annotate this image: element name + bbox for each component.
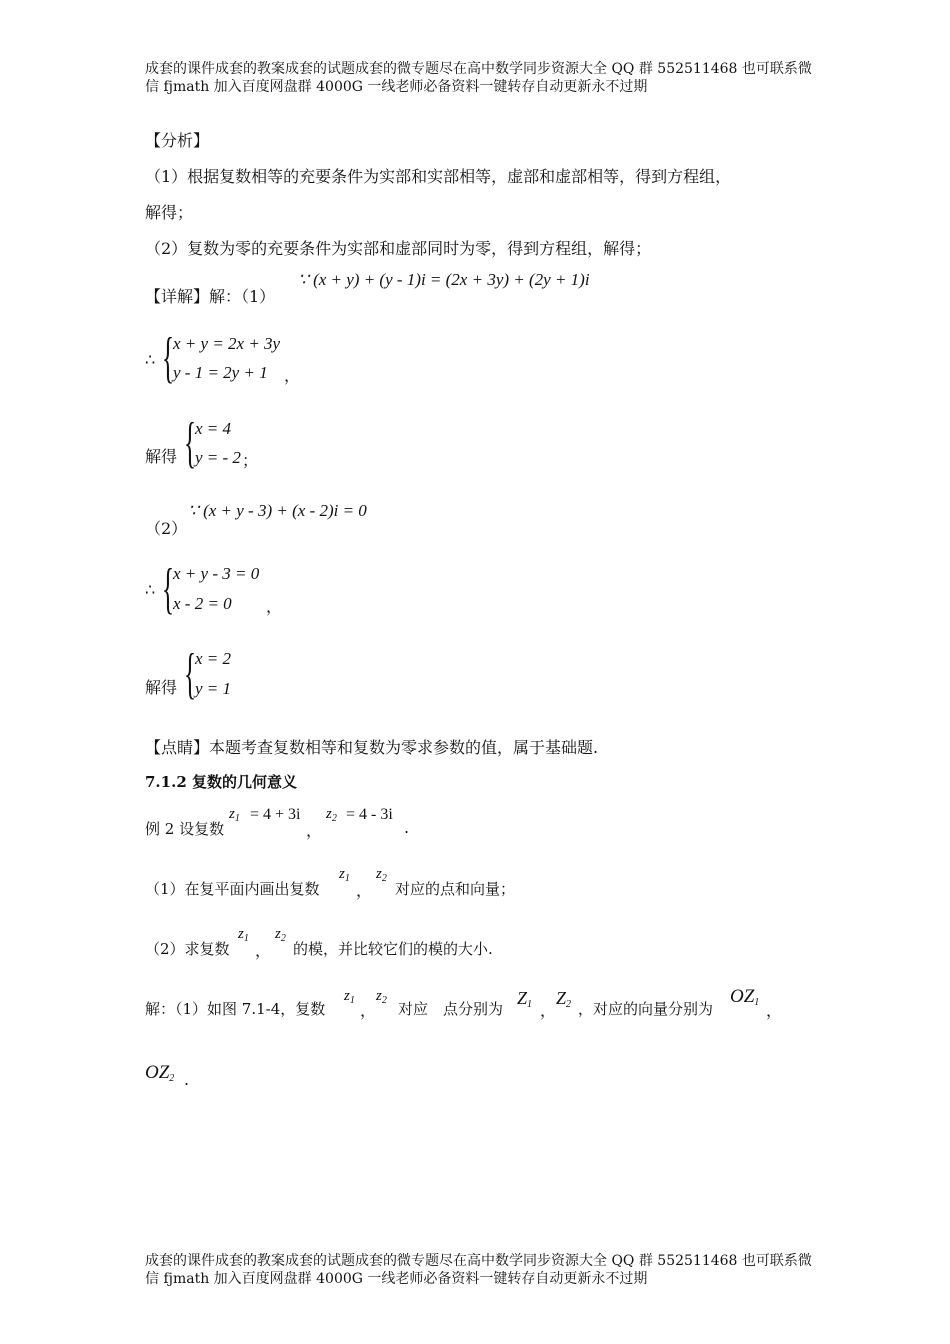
q2-z1-symbol: $z_1$: [238, 926, 249, 944]
sol-comma-1: ，: [360, 1001, 377, 1020]
part-2-label: （2）: [145, 519, 188, 538]
left-brace-3: {: [162, 558, 175, 620]
vector-OZ1: $OZ_1$: [730, 986, 760, 1008]
section-title: 7.1.2 复数的几何意义: [145, 773, 297, 791]
comment-note: 【点睛】本题考查复数相等和复数为零求参数的值，属于基础题.: [145, 738, 599, 757]
separator-comma: ，: [306, 821, 323, 840]
sol-comma-3: ，: [766, 1001, 783, 1020]
z2-symbol: $z_2$: [326, 806, 337, 824]
system-1-line-1: x + y = 2x + 3y: [173, 334, 281, 353]
final-period: .: [184, 1070, 190, 1089]
sol-z2-symbol: $z_2$: [376, 988, 387, 1006]
example-period: .: [404, 818, 410, 837]
question-2-suffix: 的模，并比较它们的模的大小.: [293, 940, 493, 958]
question-1-prefix: （1）在复平面内画出复数: [145, 880, 320, 898]
point-Z2: $Z_2$: [556, 988, 572, 1010]
solution-1-line-2: y = - 2: [195, 448, 241, 467]
detail-heading: 【详解】解：（1）: [145, 287, 276, 306]
question-1-suffix: 对应的点和向量；: [395, 880, 516, 898]
footer-line-1: 成套的课件成套的教案成套的试题成套的微专题尽在高中数学同步资源大全 QQ 群 552511468 也可联系微: [145, 1253, 812, 1269]
z2-value: = 4 - 3i: [346, 806, 393, 823]
system-2-line-2: x - 2 = 0: [173, 594, 232, 613]
comma-1: ，: [284, 366, 301, 385]
analysis-paragraph-1-cont: 解得；: [145, 203, 194, 222]
vector-OZ2: $OZ_2$: [145, 1062, 175, 1084]
solve-label-1: 解得: [145, 447, 178, 466]
z1-value: = 4 + 3i: [250, 806, 301, 823]
page-footer: [145, 1252, 835, 1288]
therefore-symbol-2: ∴: [145, 582, 156, 599]
analysis-paragraph-1: （1）根据复数相等的充要条件为实部和实部相等，虚部和虚部相等，得到方程组，: [145, 167, 732, 186]
equation-2: ∵ (x + y - 3) + (x - 2)i = 0: [188, 501, 367, 520]
solution-2-line-2: y = 1: [195, 679, 232, 698]
system-1-line-2: y - 1 = 2y + 1: [173, 363, 268, 382]
solution-1-line-1: x = 4: [195, 419, 232, 438]
q2-comma: ，: [255, 941, 272, 960]
analysis-paragraph-2: （2）复数为零的充要条件为实部和虚部同时为零，得到方程组，解得；: [145, 239, 652, 258]
q2-z2-symbol: $z_2$: [275, 926, 286, 944]
semicolon-1: ；: [242, 451, 259, 470]
system-2-line-1: x + y - 3 = 0: [173, 564, 260, 583]
header-line-1: 成套的课件成套的教案成套的试题成套的微专题尽在高中数学同步资源大全 QQ 群 552511468 也可联系微: [145, 61, 812, 77]
sol-z1-symbol: $z_1$: [344, 988, 355, 1006]
q1-z2-symbol: $z_2$: [376, 866, 387, 884]
q1-z1-symbol: $z_1$: [339, 866, 350, 884]
point-Z1: $Z_1$: [517, 988, 533, 1010]
header-line-2: 信 fjmath 加入百度网盘群 4000G 一线老师必备资料一键转存自动更新永不过期: [145, 79, 648, 95]
footer-line-2: 信 fjmath 加入百度网盘群 4000G 一线老师必备资料一键转存自动更新永不过期: [145, 1271, 648, 1287]
left-brace-1: {: [162, 327, 175, 389]
analysis-heading: 【分析】: [145, 131, 210, 150]
solve-label-2: 解得: [145, 678, 178, 697]
comma-2: ，: [266, 597, 283, 616]
solution-suffix: ，对应的向量分别为: [578, 1000, 714, 1018]
solution-middle: 对应 点分别为: [398, 1000, 504, 1018]
therefore-symbol-1: ∴: [145, 352, 156, 369]
left-brace-4: {: [184, 643, 197, 705]
equation-1: ∵ (x + y) + (y - 1)i = (2x + 3y) + (2y + 1)i: [298, 270, 590, 289]
solution-prefix: 解：（1）如图 7.1-4，复数: [145, 1000, 326, 1018]
solution-2-line-1: x = 2: [195, 649, 232, 668]
left-brace-2: {: [184, 412, 197, 474]
q1-comma: ，: [356, 881, 373, 900]
z1-symbol: $z_1$: [229, 806, 240, 824]
question-2-prefix: （2）求复数: [145, 940, 230, 958]
example-intro: 例 2 设复数: [145, 820, 225, 838]
sol-comma-2: ，: [540, 1001, 557, 1020]
page-header: [145, 60, 835, 96]
